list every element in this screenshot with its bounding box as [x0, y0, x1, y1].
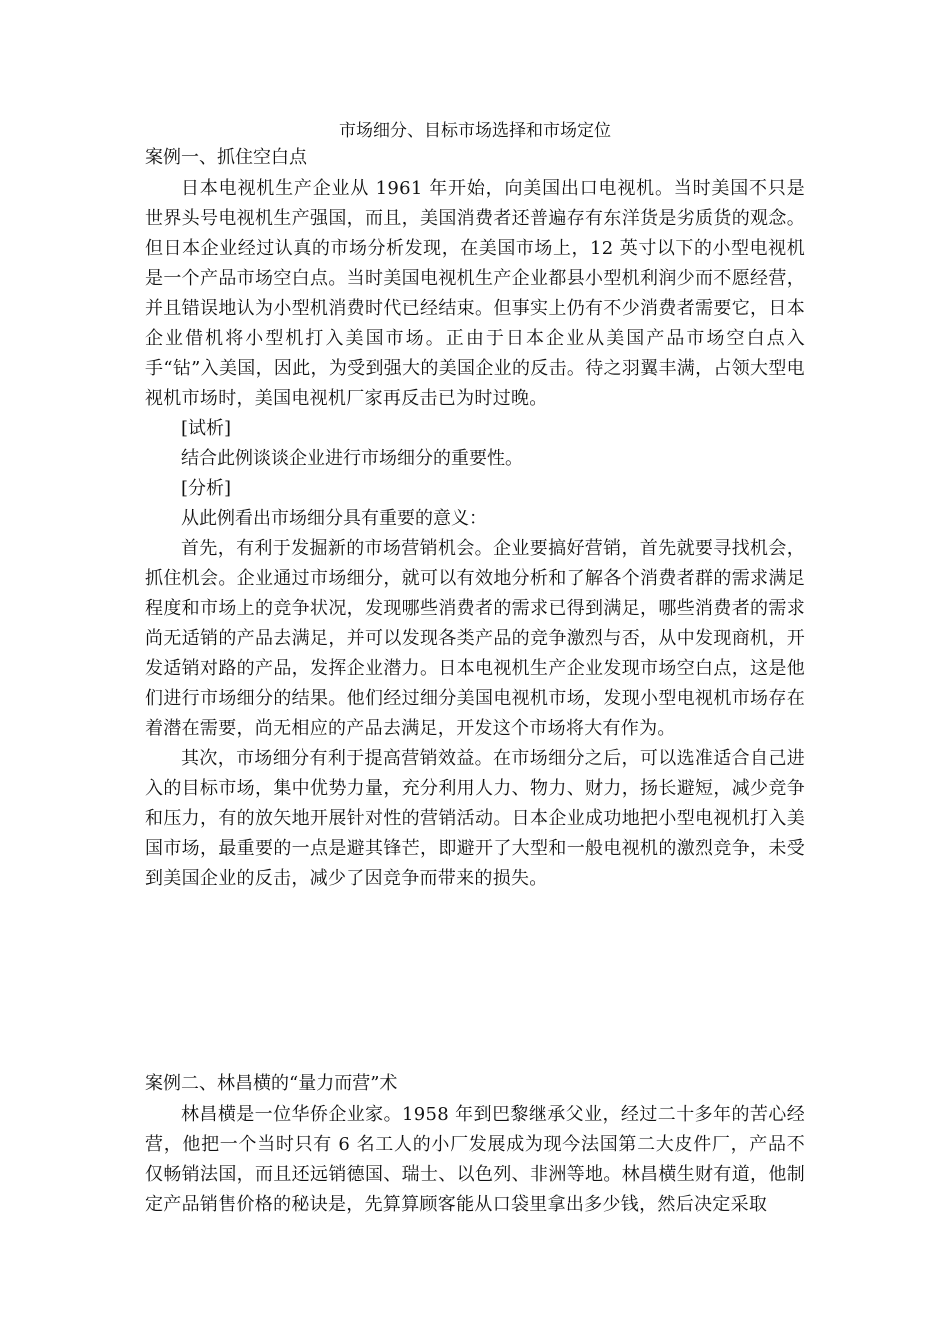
- case2-heading: 案例二、林昌横的“量力而营”术: [145, 1073, 398, 1094]
- trial-label: [试析]: [181, 418, 232, 439]
- analysis-intro: 从此例看出市场细分具有重要的意义：: [181, 508, 487, 529]
- analysis-point-first: 首先，有利于发掘新的市场营销机会。企业要搞好营销，首先就要寻找机会，抓住机会。企业通过市场细分，就可以有效地分析和了解各个消费者群的需求满足程度和市场上的竞争状况，发现哪些消费者的需求已得到满足，哪些消费者的需求尚无适销的产品去满足，并可以发现各类产品的竞争激烈与否，从中发现商机，开发适销对路的产品，发挥企业潜力。日本电视机生产企业发现市场空白点，这是他们进行市场细分的结果。他们经过细分美国电视机市场，发现小型电视机市场存在着潜在需要，尚无相应的产品去满足，开发这个市场将大有作为。: [145, 538, 805, 739]
- document-title: 市场细分、目标市场选择和市场定位: [339, 121, 611, 141]
- question-text: 结合此例谈谈企业进行市场细分的重要性。: [181, 448, 523, 469]
- analysis-point-second: 其次，市场细分有利于提高营销效益。在市场细分之后，可以选准适合自己进入的目标市场，集中优势力量，充分利用人力、物力、财力，扬长避短，减少竞争和压力，有的放矢地开展针对性的营销活动。日本企业成功地把小型电视机打入美国市场，最重要的一点是避其锋芒，即避开了大型和一般电视机的激烈竞争，未受到美国企业的反击，减少了因竞争而带来的损失。: [145, 748, 805, 889]
- analysis-label: [分析]: [181, 478, 232, 499]
- case1-heading: 案例一、抓住空白点: [145, 147, 307, 168]
- case1-paragraph: 日本电视机生产企业从 1961 年开始，向美国出口电视机。当时美国不只是世界头号电视机生产强国，而且，美国消费者还普遍存有东洋货是劣质货的观念。但日本企业经过认真的市场分析发现，在美国市场上，12 英寸以下的小型电视机是一个产品市场空白点。当时美国电视机生产企业都县小型机利润少而不愿经营，并且错误地认为小型机消费时代已经结束。但事实上仍有不少消费者需要它，日本企业借机将小型机打入美国市场。正由于日本企业从美国产品市场空白点入手“钻”入美国，因此，为受到强大的美国企业的反击。待之羽翼丰满，占领大型电视机市场时，美国电视机厂家再反击已为时过晚。: [145, 178, 805, 409]
- case2-paragraph: 林昌横是一位华侨企业家。1958 年到巴黎继承父业，经过二十多年的苦心经营，他把一个当时只有 6 名工人的小厂发展成为现今法国第二大皮件厂，产品不仅畅销法国，而且还远销德国、瑞士、以色列、非洲等地。林昌横生财有道，他制定产品销售价格的秘诀是，先算算顾客能从口袋里拿出多少钱，然后决定采取: [145, 1104, 805, 1215]
